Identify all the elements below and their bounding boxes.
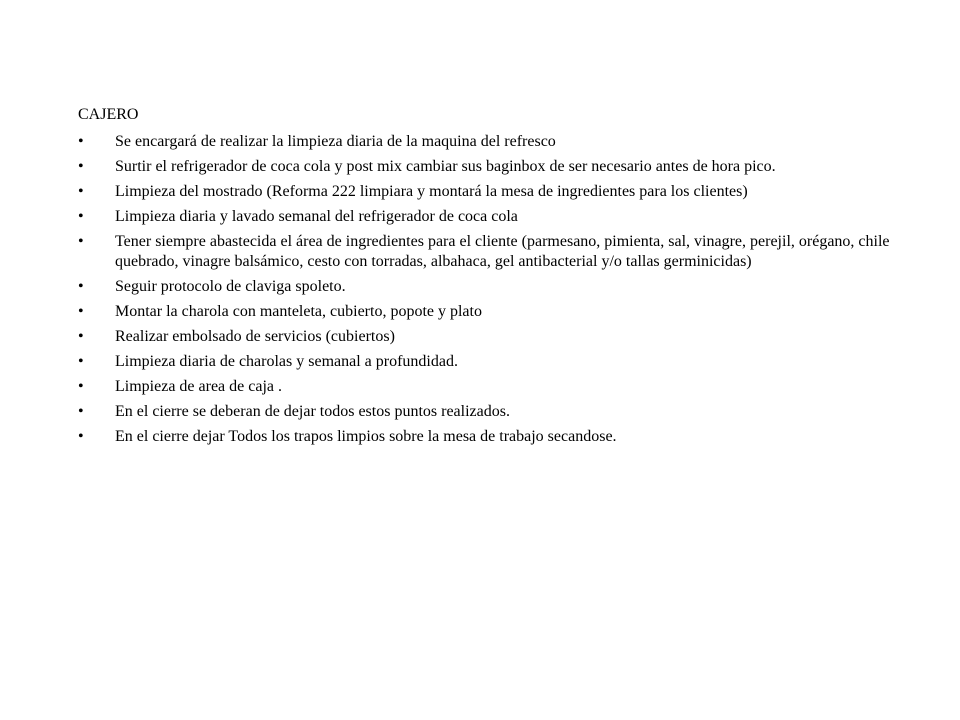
- list-item: [78, 157, 928, 177]
- list-item-text: Seguir protocolo de claviga spoleto.: [115, 278, 346, 295]
- list-item-text: Tener siempre abastecida el área de ingredientes para el cliente (parmesano, pimienta, sal, vinagre, perejil, orégano, chile quebrado, vinagre balsámico, cesto con torradas, albahaca, gel antibacterial y/o tallas germinicidas): [115, 233, 890, 270]
- bullet-icon: •: [78, 208, 84, 225]
- list-item: [78, 377, 928, 397]
- list-item-text: Realizar embolsado de servicios (cubiertos): [115, 328, 395, 345]
- bullet-icon: •: [78, 328, 84, 345]
- bullet-icon: •: [78, 278, 84, 295]
- list-item: [78, 207, 928, 227]
- list-item: [78, 132, 928, 152]
- list-item-text: Limpieza diaria de charolas y semanal a profundidad.: [115, 353, 458, 370]
- list-item: [78, 327, 928, 347]
- list-item: [78, 402, 928, 422]
- list-item-text: En el cierre se deberan de dejar todos estos puntos realizados.: [115, 403, 510, 420]
- bullet-icon: •: [78, 183, 84, 200]
- document-title: CAJERO: [78, 106, 139, 123]
- list-item: [78, 352, 928, 372]
- list-item-text: Montar la charola con manteleta, cubierto, popote y plato: [115, 303, 482, 320]
- list-item-text: Limpieza del mostrado (Reforma 222 limpiara y montará la mesa de ingredientes para los clientes): [115, 183, 748, 200]
- bullet-icon: •: [78, 303, 84, 320]
- duties-list: [78, 132, 928, 447]
- list-item: [78, 182, 928, 202]
- list-item: [78, 232, 928, 272]
- list-item: [78, 302, 928, 322]
- list-item-text: En el cierre dejar Todos los trapos limpios sobre la mesa de trabajo secandose.: [115, 428, 617, 445]
- bullet-icon: •: [78, 378, 84, 395]
- list-item: [78, 427, 928, 447]
- list-item-text: Limpieza diaria y lavado semanal del refrigerador de coca cola: [115, 208, 518, 225]
- bullet-icon: •: [78, 403, 84, 420]
- bullet-icon: •: [78, 428, 84, 445]
- bullet-icon: •: [78, 353, 84, 370]
- list-item-text: Surtir el refrigerador de coca cola y post mix cambiar sus baginbox de ser necesario antes de hora pico.: [115, 158, 776, 175]
- bullet-icon: •: [78, 158, 84, 175]
- bullet-icon: •: [78, 133, 84, 150]
- list-item-text: Limpieza de area de caja .: [115, 378, 282, 395]
- bullet-icon: •: [78, 233, 84, 250]
- list-item: [78, 277, 928, 297]
- document-page: [78, 105, 928, 452]
- list-item-text: Se encargará de realizar la limpieza diaria de la maquina del refresco: [115, 133, 556, 150]
